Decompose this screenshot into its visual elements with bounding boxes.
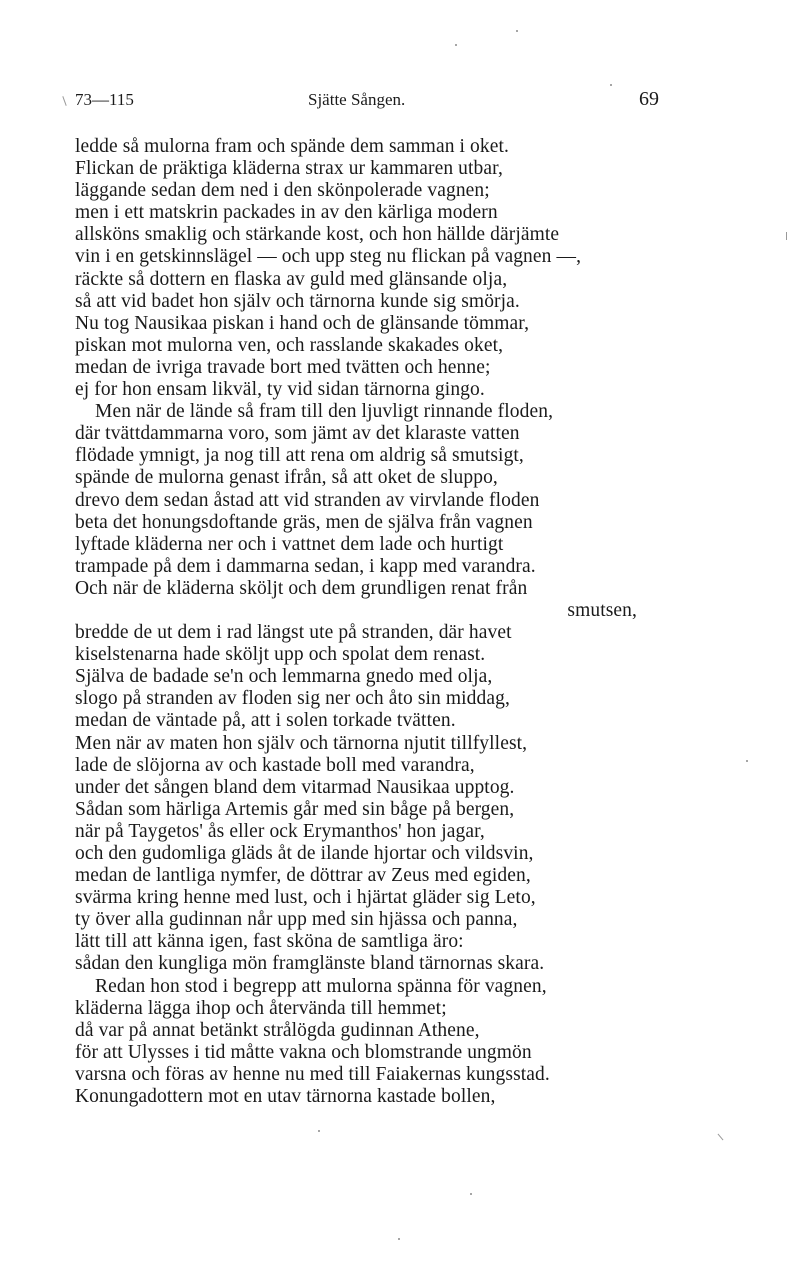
verse-line: men i ett matskrin packades in av den kärliga modern xyxy=(75,202,498,224)
verse-line: svärma kring henne med lust, och i hjärtat gläder sig Leto, xyxy=(75,887,536,909)
verse-line: Konungadottern mot en utav tärnorna kastade bollen, xyxy=(75,1086,496,1108)
verse-line: spände de mulorna genast ifrån, så att oket de sluppo, xyxy=(75,467,498,489)
verse-line: Och när de kläderna sköljt och dem grundligen renat från xyxy=(75,577,528,599)
chapter-title: Sjätte Sången. xyxy=(308,90,406,109)
verse-line: ledde så mulorna fram och spände dem samman i oket. xyxy=(75,136,509,157)
verse-line: ej for hon ensam likväl, ty vid sidan tärnorna gingo. xyxy=(75,379,485,401)
scan-speck xyxy=(746,760,748,762)
verse-line: Nu tog Nausikaa piskan i hand och de glänsande tömmar, xyxy=(75,312,530,334)
verse-line: medan de väntade på, att i solen torkade tvätten. xyxy=(75,710,456,732)
verse-line: när på Taygetos' ås eller ock Erymanthos' hon jagar, xyxy=(75,820,485,842)
scan-speck xyxy=(516,30,518,32)
scan-speck xyxy=(398,1238,400,1240)
verse-line: smutsen, xyxy=(567,599,637,621)
verse-line: kläderna lägga ihop och återvända till hemmet; xyxy=(75,997,447,1019)
scan-speck xyxy=(455,44,457,46)
verse-line: Men när de lände så fram till den ljuvligt rinnande floden, xyxy=(95,401,554,423)
verse-line: bredde de ut dem i rad längst ute på stranden, där havet xyxy=(75,622,512,644)
verse-line: räckte så dottern en flaska av guld med glänsande olja, xyxy=(75,268,508,290)
verse-line: Sådan som härliga Artemis går med sin båge på bergen, xyxy=(75,798,515,820)
verse-line: under det sången bland dem vitarmad Nausikaa upptog. xyxy=(75,776,515,798)
verse-line: Men när av maten hon själv och tärnorna njutit tillfyllest, xyxy=(75,732,528,754)
verse-line: piskan mot mulorna ven, och rasslande skakades oket, xyxy=(75,334,504,356)
verse-line: Flickan de präktiga kläderna strax ur kammaren utbar, xyxy=(75,158,503,180)
scan-speck xyxy=(318,1130,320,1132)
scan-edge-mark xyxy=(786,232,787,240)
verse-line: beta det honungsdoftande gräs, men de själva från vagnen xyxy=(75,511,533,533)
verse-line: då var på annat betänkt strålögda gudinnan Athene, xyxy=(75,1019,480,1041)
running-header xyxy=(0,86,792,114)
verse-line: Själva de badade se'n och lemmarna gnedo med olja, xyxy=(75,666,493,688)
verse-line: allsköns smaklig och stärkande kost, och hon hällde därjämte xyxy=(75,224,560,246)
verse-line: sådan den kungliga mön framglänste bland tärnornas skara. xyxy=(75,953,545,975)
verse-line: trampade på dem i dammarna sedan, i kapp med varandra. xyxy=(75,555,536,577)
verse-line: och den gudomliga gläds åt de ilande hjortar och vildsvin, xyxy=(75,843,534,864)
line-range: 73—115 xyxy=(75,90,134,109)
verse-text-block xyxy=(75,136,675,1108)
verse-line: så att vid badet hon själv och tärnorna kunde sig smörja. xyxy=(75,290,520,312)
verse-line: kiselstenarna hade sköljt upp och spolat dem renast. xyxy=(75,644,486,666)
scan-speck xyxy=(470,1193,472,1195)
verse-line: flödade ymnigt, ja nog till att rena om aldrig så smutsigt, xyxy=(75,445,524,467)
scan-speck xyxy=(610,84,612,86)
verse-line: lätt till att känna igen, fast sköna de samtliga äro: xyxy=(75,931,464,953)
verse-line: slogo på stranden av floden sig ner och åto sin middag, xyxy=(75,688,510,710)
verse-line: lyftade kläderna ner och i vattnet dem lade och hurtigt xyxy=(75,533,504,555)
verse-line: medan de lantliga nymfer, de döttrar av Zeus med egiden, xyxy=(75,865,531,887)
verse-line: medan de ivriga travade bort med tvätten och henne; xyxy=(75,356,491,378)
verse-line: ty över alla gudinnan når upp med sin hjässa och panna, xyxy=(75,909,518,931)
verse-line: vin i en getskinnslägel — och upp steg nu flickan på vagnen —, xyxy=(75,246,582,268)
page-number: 69 xyxy=(639,88,659,110)
verse-line: varsna och föras av henne nu med till Faiakernas kungsstad. xyxy=(75,1063,550,1085)
verse-line: för att Ulysses i tid måtte vakna och blomstrande ungmön xyxy=(75,1041,532,1063)
verse-line: drevo dem sedan åstad att vid stranden av virvlande floden xyxy=(75,489,540,511)
scan-edge-mark xyxy=(718,1134,724,1141)
verse-line: lade de slöjorna av och kastade boll med varandra, xyxy=(75,754,475,776)
verse-line: Redan hon stod i begrepp att mulorna spänna för vagnen, xyxy=(95,975,547,997)
verse-line: där tvättdammarna voro, som jämt av det klaraste vatten xyxy=(75,423,520,445)
verse-line: läggande sedan dem ned i den skönpolerade vagnen; xyxy=(75,180,490,202)
